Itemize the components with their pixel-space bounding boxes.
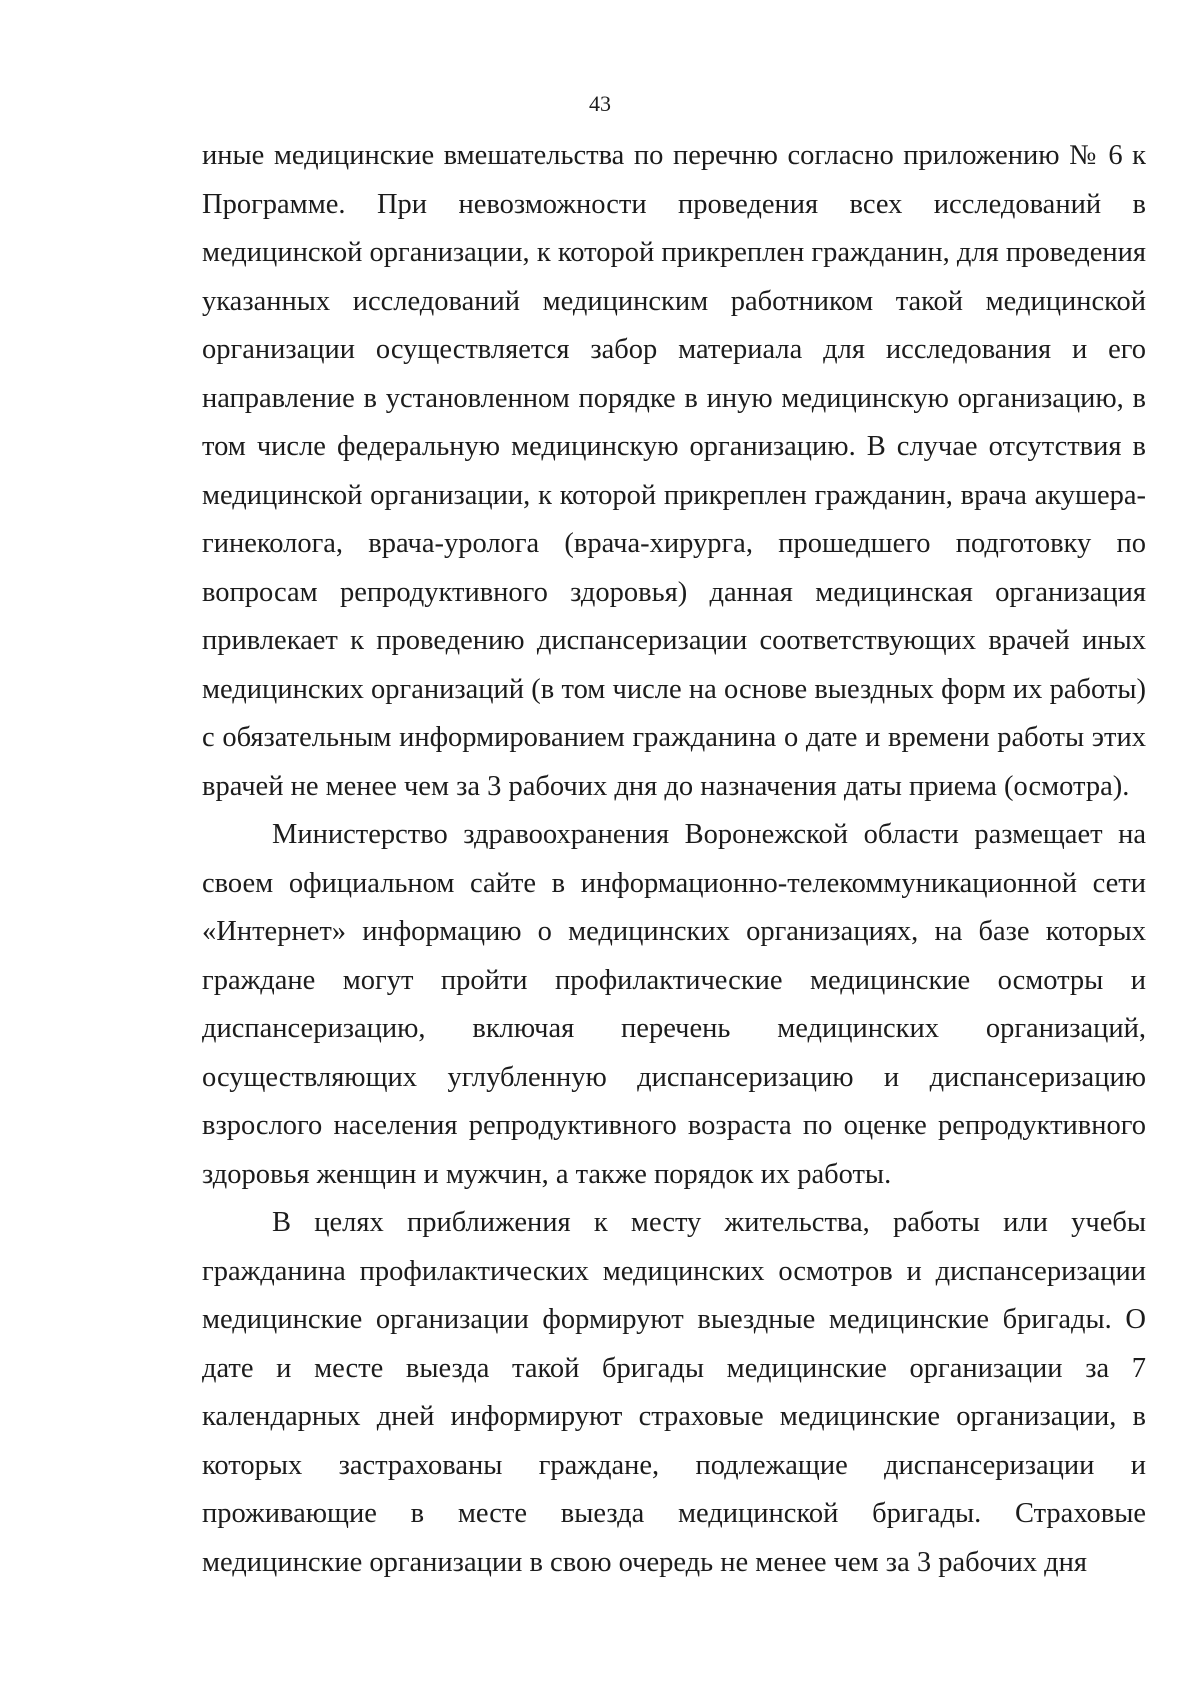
page-number: 43 bbox=[589, 91, 611, 116]
paragraph-continuation: иные медицинские вмешательства по перечню согласно приложению № 6 к Программе. При невозможности проведения всех исследований в медицинской организации, к которой прикреплен гражданин, для проведения указанных исследований медицинским работником такой медицинской организации осуществляется забор материала для исследования и его направление в установленном порядке в иную медицинскую организацию, в том числе федеральную медицинскую организацию. В случае отсутствия в медицинской организации, к которой прикреплен гражданин, врача акушера-гинеколога, врача-уролога (врача-хирурга, прошедшего подготовку по вопросам репродуктивного здоровья) данная медицинская организация привлекает к проведению диспансеризации соответствующих врачей иных медицинских организаций (в том числе на основе выездных форм их работы) с обязательным информированием гражданина о дате и времени работы этих врачей не менее чем за 3 рабочих дня до назначения даты приема (осмотра). bbox=[202, 140, 1146, 802]
paragraph-mobile-brigades: В целях приближения к месту жительства, работы или учебы гражданина профилактических медицинских осмотров и диспансеризации медицинские организации формируют выездные медицинские бригады. О дате и месте выезда такой бригады медицинские организации за 7 календарных дней информируют страховые медицинские организации, в которых застрахованы граждане, подлежащие диспансеризации и проживающие в месте выезда медицинской бригады. Страховые медицинские организации в свою очередь не менее чем за 3 рабочих дня bbox=[202, 1207, 1146, 1578]
paragraph-ministry-website: Министерство здравоохранения Воронежской области размещает на своем официальном сайте в информационно-телекоммуникационной сети «Интернет» информацию о медицинских организациях, на базе которых граждане могут пройти профилактические медицинские осмотры и диспансеризацию, включая перечень медицинских организаций, осуществляющих углубленную диспансеризацию и диспансеризацию взрослого населения репродуктивного возраста по оценке репродуктивного здоровья женщин и мужчин, а также порядок их работы. bbox=[202, 819, 1146, 1190]
body-text bbox=[202, 132, 1146, 1587]
